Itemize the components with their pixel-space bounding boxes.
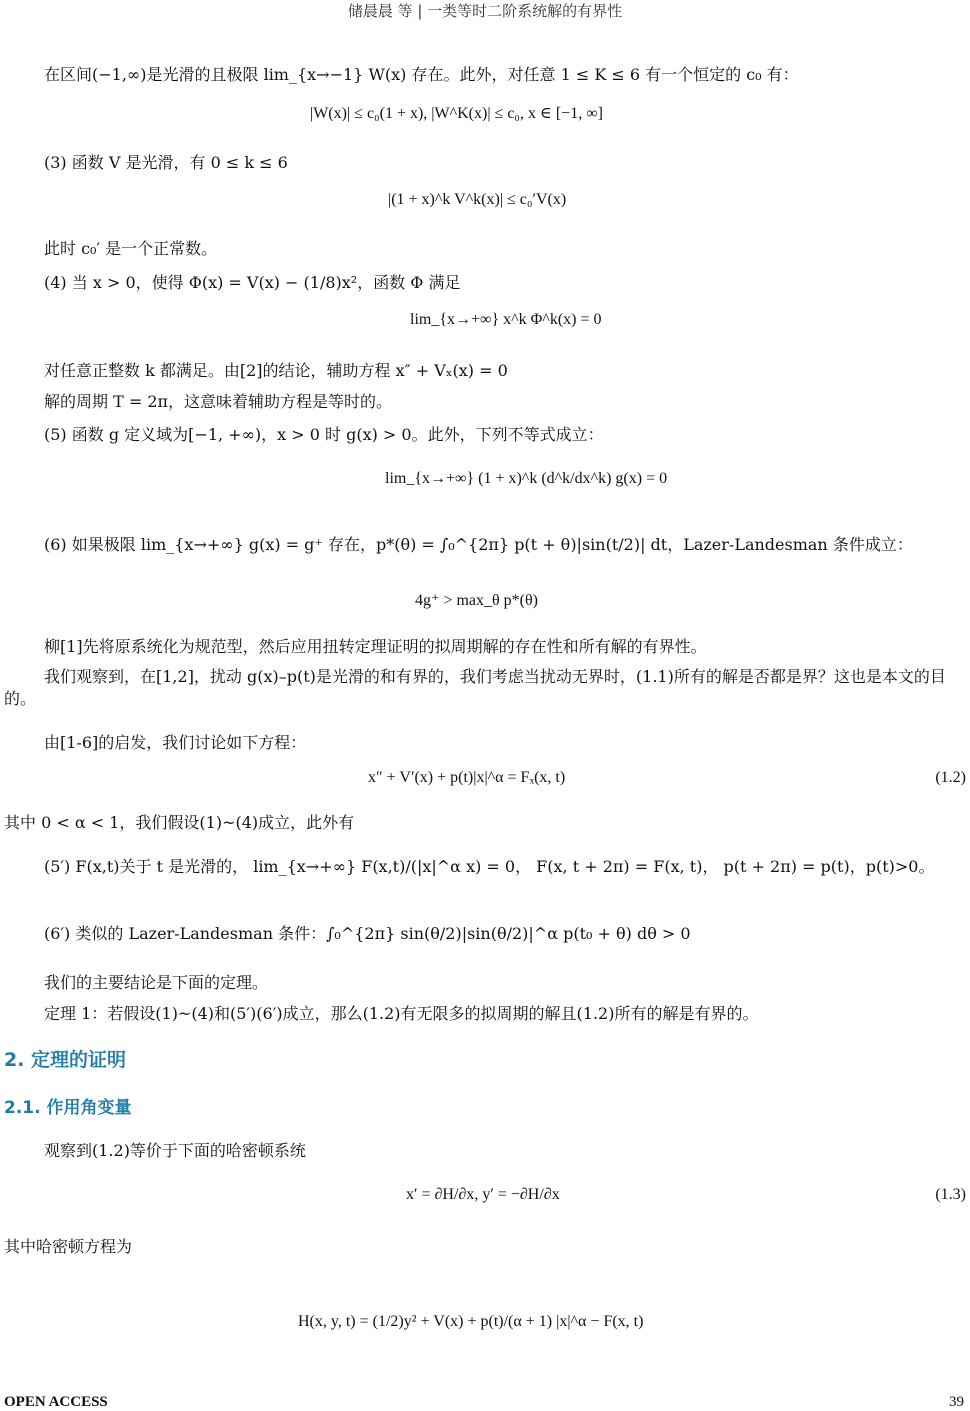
text-line-18: 观察到(1.2)等价于下面的哈密顿系统 bbox=[44, 1141, 306, 1160]
subsection-heading: 2.1. 作用角变量 bbox=[4, 1098, 132, 1118]
text-line-7: 解的周期 T = 2π，这意味着辅助方程是等时的。 bbox=[44, 392, 393, 411]
text-line-16: 我们的主要结论是下面的定理。 bbox=[44, 973, 269, 992]
section-heading: 2. 定理的证明 bbox=[4, 1049, 127, 1071]
text-line-17: 定理 1：若假设(1)~(4)和(5′)(6′)成立，那么(1.2)有无限多的拟周期的解且(1.2)所有的解是有界的。 bbox=[44, 1004, 759, 1023]
equation-1-3: x′ = ∂H/∂x, y′ = −∂H/∂x bbox=[406, 1186, 560, 1203]
text-line-9: (6) 如果极限 lim_{x→+∞} g(x) = g⁺ 存在，p*(θ) = ∫₀^{2π} p(t + θ)|sin(t/2)| dt，Lazer-Landesman 条件成立： bbox=[44, 535, 913, 554]
open-access-label: OPEN ACCESS bbox=[4, 1394, 108, 1410]
text-paragraph-11: 我们观察到，在[1,2]，扰动 g(x)–p(t)是光滑的和有界的，我们考虑当扰动无界时，(1.1)所有的解是否都是界？这也是本文的目的。 bbox=[4, 667, 946, 708]
text-line-13: 其中 0 < α < 1，我们假设(1)~(4)成立，此外有 bbox=[4, 813, 355, 832]
text-line-8: (5) 函数 g 定义域为[−1, +∞)，x > 0 时 g(x) > 0。此外，下列不等式成立： bbox=[44, 425, 604, 444]
equation-v-bound: |(1 + x)^k V^k(x)| ≤ c₀′V(x) bbox=[388, 191, 567, 208]
text-line-19: 其中哈密顿方程为 bbox=[4, 1237, 133, 1256]
equation-hamiltonian: H(x, y, t) = (1/2)y² + V(x) + p(t)/(α + 1) |x|^α − F(x, t) bbox=[298, 1313, 644, 1330]
equation-1-2: x″ + V′(x) + p(t)|x|^α = Fₓ(x, t) bbox=[368, 769, 566, 786]
text-line-5: (4) 当 x > 0，使得 Φ(x) = V(x) − (1/8)x²，函数 Φ 满足 bbox=[44, 273, 461, 292]
text-line-10: 柳[1]先将原系统化为规范型，然后应用扭转定理证明的拟周期解的存在性和所有解的有界性。 bbox=[44, 637, 707, 656]
equation-w-bounds: |W(x)| ≤ c₀(1 + x), |W^K(x)| ≤ c₀, x ∈ [−1, ∞] bbox=[310, 105, 603, 122]
page-number: 39 bbox=[949, 1394, 964, 1410]
equation-number-1-3: (1.3) bbox=[935, 1186, 966, 1203]
text-line-1: 在区间(−1,∞)是光滑的且极限 lim_{x→−1} W(x) 存在。此外，对任意 1 ≤ K ≤ 6 有一个恒定的 c₀ 有： bbox=[44, 65, 799, 84]
equation-number-1-2: (1.2) bbox=[935, 769, 966, 786]
equation-g-limit: lim_{x→+∞} (1 + x)^k (d^k/dx^k) g(x) = 0 bbox=[385, 470, 668, 487]
text-line-3: (3) 函数 V 是光滑，有 0 ≤ k ≤ 6 bbox=[44, 153, 288, 172]
text-line-4: 此时 c₀′ 是一个正常数。 bbox=[44, 239, 218, 258]
equation-phi-limit: lim_{x→+∞} x^k Φ^k(x) = 0 bbox=[410, 311, 602, 328]
equation-lazer-landesman: 4g⁺ > max_θ p*(θ) bbox=[415, 592, 538, 609]
running-header: 储晨晨 等 | 一类等时二阶系统解的有界性 bbox=[347, 2, 623, 20]
text-line-14: (5′) F(x,t)关于 t 是光滑的， lim_{x→+∞} F(x,t)/(|x|^α x) = 0， F(x, t + 2π) = F(x, t)， p(t + 2π) = p(t)，p(t)>0。 bbox=[44, 857, 935, 876]
text-line-6: 对任意正整数 k 都满足。由[2]的结论，辅助方程 x″ + Vₓ(x) = 0 bbox=[44, 361, 508, 380]
text-line-15: (6′) 类似的 Lazer-Landesman 条件：∫₀^{2π} sin(θ/2)|sin(θ/2)|^α p(t₀ + θ) dθ > 0 bbox=[44, 924, 691, 943]
text-line-12: 由[1-6]的启发，我们讨论如下方程： bbox=[44, 733, 307, 752]
